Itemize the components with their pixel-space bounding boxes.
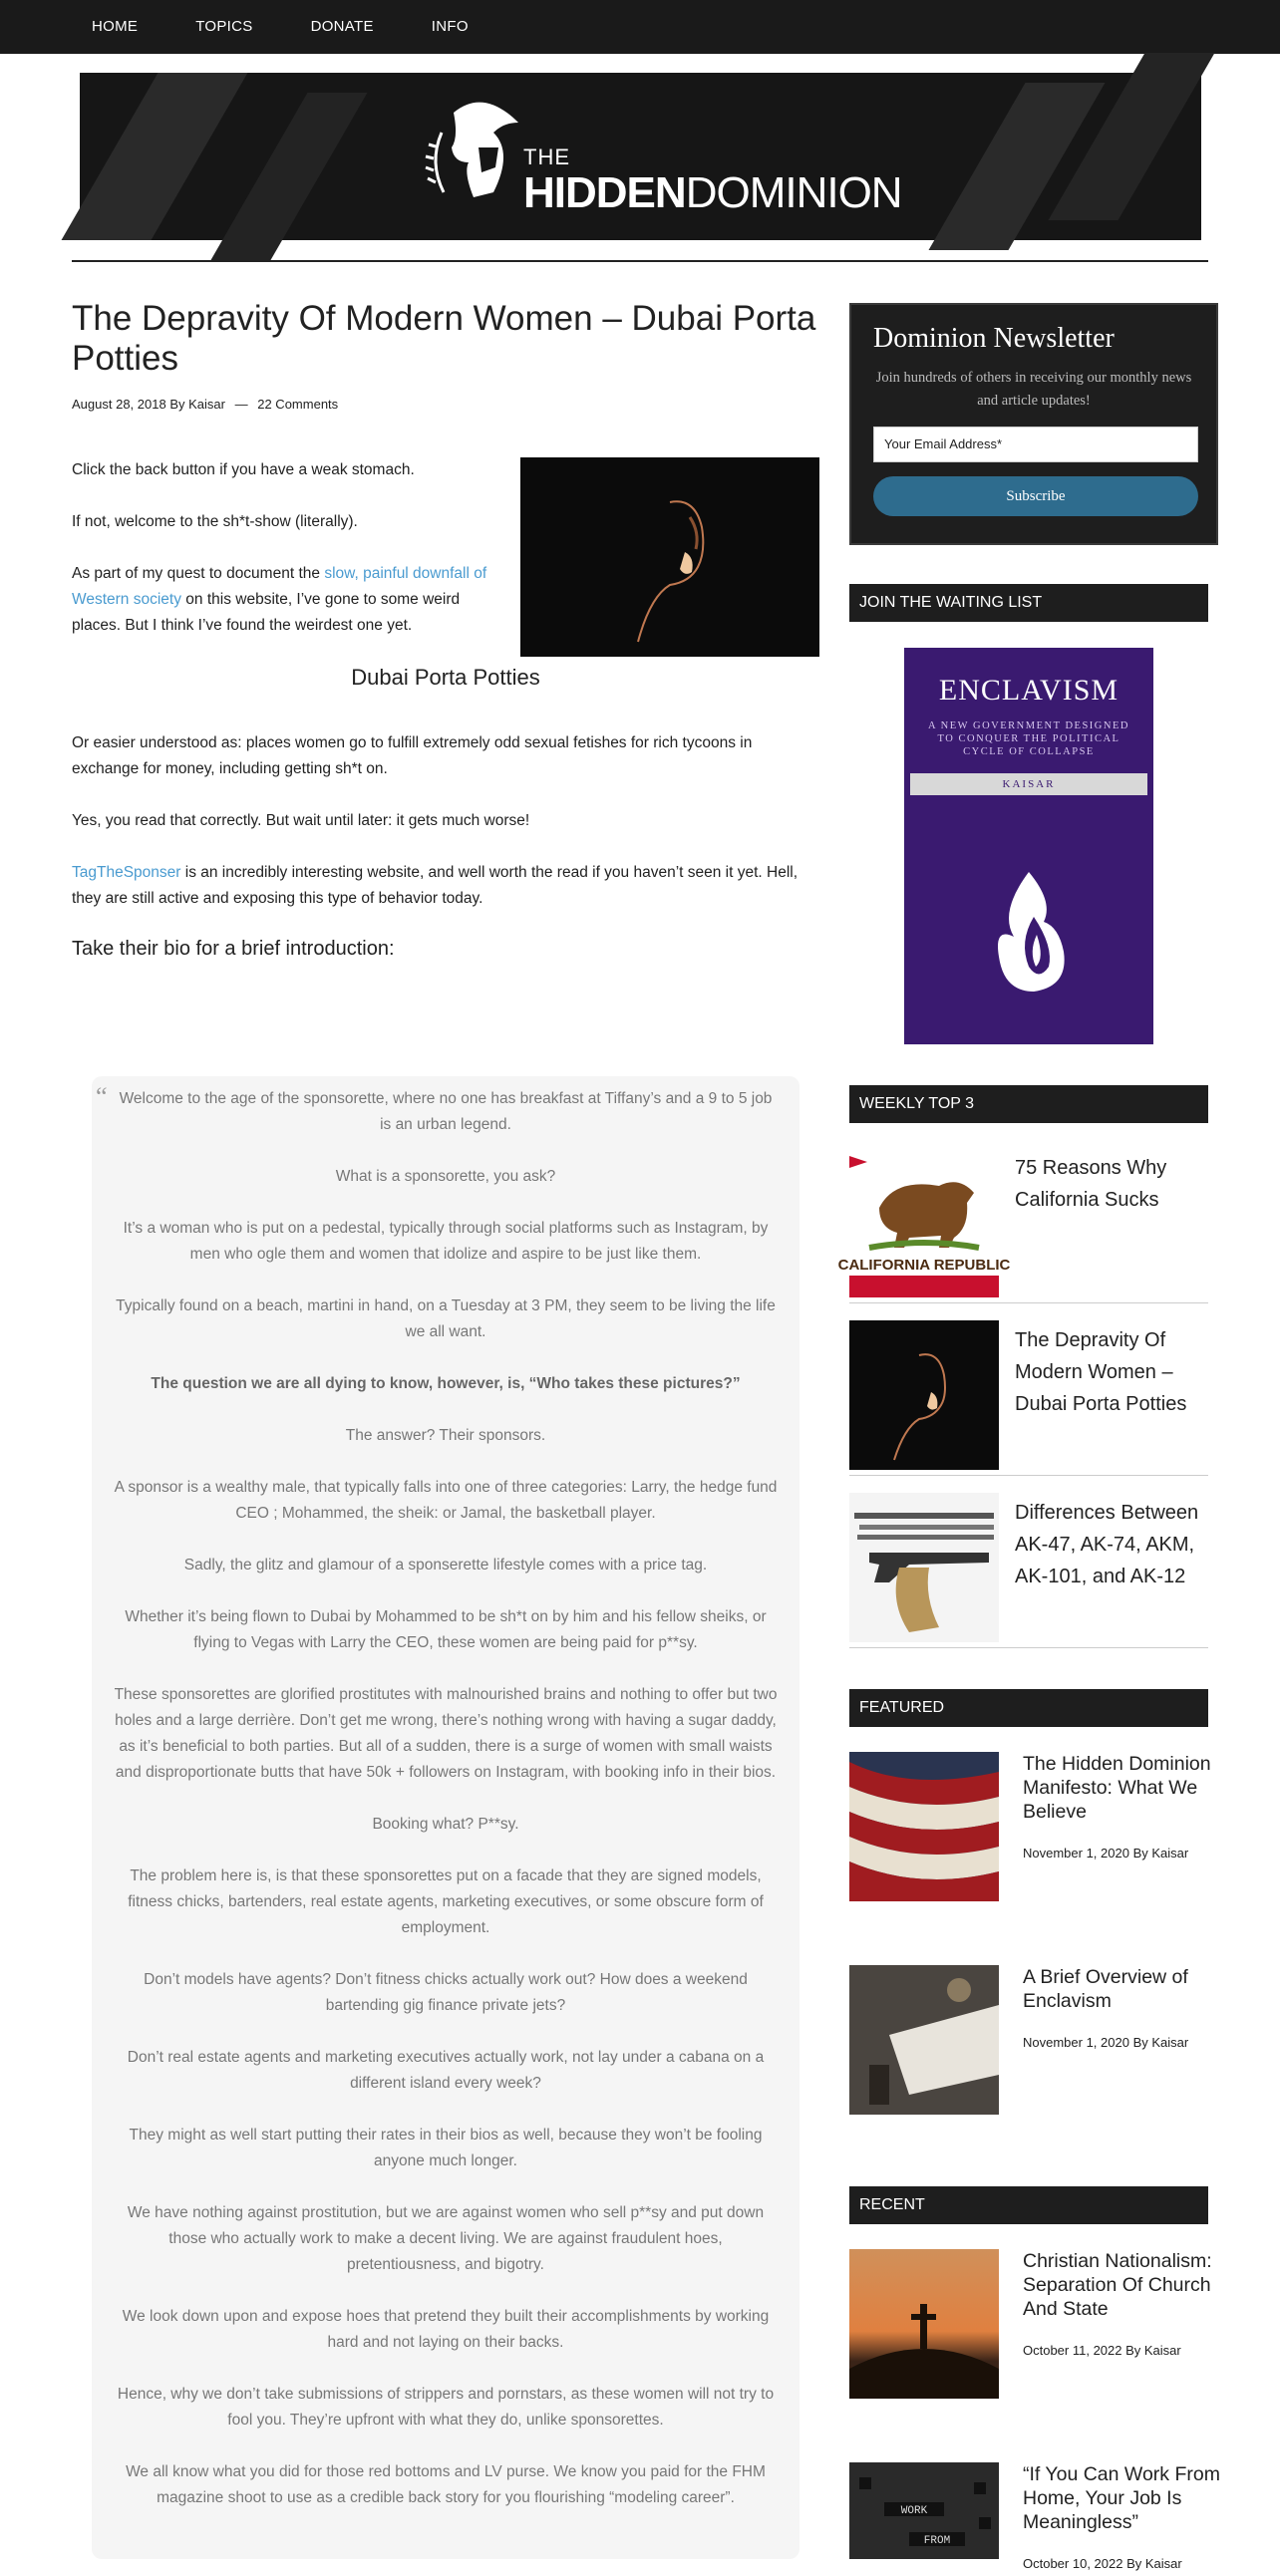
ak-rifles-thumbnail — [849, 1493, 999, 1642]
quote-paragraph: We all know what you did for those red bottoms and LV purse. We know you paid for the FHM magazine shoot to use as a credible back story for you flourishing “modeling career”. — [126, 2463, 766, 2506]
weekly-item-title[interactable]: 75 Reasons Why California Sucks — [1015, 1157, 1167, 1211]
rifle-icon — [849, 1493, 999, 1642]
paragraph: Click the back button if you have a weak stomach. — [72, 461, 415, 478]
quote-paragraph: We have nothing against prostitution, but we are against women who sell p**sy and put down those who actually work to make a decent living. We are against fraudulent hoes, pretentiousness, and bigotry. — [127, 2204, 765, 2273]
logo-hidden: HIDDEN — [523, 168, 686, 217]
paragraph — [72, 561, 510, 639]
article-author-link[interactable]: Kaisar — [188, 397, 225, 412]
section-heading: Dubai Porta Potties — [351, 665, 540, 690]
article-title: The Depravity Of Modern Women – Dubai Porta Potties — [72, 299, 816, 378]
recent-heading: RECENT — [849, 2186, 1208, 2224]
work-from-home-thumbnail — [849, 2462, 999, 2559]
waiting-list-heading: JOIN THE WAITING LIST — [849, 584, 1208, 622]
logo-the: THE — [523, 144, 570, 169]
nav-info[interactable]: INFO — [431, 18, 469, 35]
quote-paragraph: These sponsorettes are glorified prostitutes with malnourished brains and nothing to offer but two holes and a large derrière. Don’t get me wrong, there’s nothing wrong with having a sugar daddy, as it’s beneficial to both parties. But all of a sudden, there is a surge of women with small waists and disproportionate butts that have 50k + followers on Instagram, with booking info in their bios. — [114, 1686, 778, 1781]
top-nav — [0, 0, 1280, 54]
downfall-link[interactable]: slow, painful downfall of Western society — [72, 565, 487, 608]
cross-sunset-thumbnail — [849, 2249, 999, 2399]
flag-text: CALIFORNIA REPUBLIC — [837, 1257, 1011, 1274]
featured-item[interactable] — [849, 1965, 1218, 2115]
recent-text — [1023, 2462, 1222, 2576]
desk-photo-icon — [849, 1965, 999, 2115]
featured-date: November 1, 2020 By Kaisar — [1023, 2035, 1189, 2050]
newsletter-title: Dominion Newsletter — [873, 323, 1115, 354]
quote-paragraph: The question we are all dying to know, however, is, “Who takes these pictures?” — [151, 1375, 741, 1392]
quote-paragraph: Typically found on a beach, martini in hand, on a Tuesday at 3 PM, they seem to be living the life we all want. — [116, 1297, 776, 1340]
quote-paragraph: What is a sponsorette, you ask? — [335, 1168, 556, 1185]
paragraph-text: As part of my quest to document the — [72, 565, 325, 582]
quote-paragraph: We look down upon and expose hoes that pretend they built their accomplishments by working hard and not laying on their backs. — [122, 2308, 770, 2351]
american-flag-icon — [849, 1752, 999, 1901]
paragraph: Yes, you read that correctly. But wait until later: it gets much worse! — [72, 812, 530, 829]
featured-date: November 1, 2020 By Kaisar — [1023, 1846, 1189, 1860]
featured-text — [1023, 1752, 1222, 1865]
featured-title[interactable]: A Brief Overview of Enclavism — [1023, 1966, 1188, 2012]
comments-link[interactable]: 22 Comments — [257, 397, 339, 412]
nav-topics[interactable]: TOPICS — [195, 18, 253, 35]
cross-icon — [849, 2249, 999, 2399]
quote-mark-icon: “ — [96, 1082, 108, 1111]
recent-title[interactable]: “If You Can Work From Home, Your Job Is Meaningless” — [1023, 2463, 1220, 2533]
logo-wordmark — [523, 168, 902, 218]
recent-title[interactable]: Christian Nationalism: Separation Of Church And State — [1023, 2250, 1212, 2320]
bear-flag-icon — [837, 1148, 1011, 1297]
paragraph — [72, 860, 819, 912]
quote-paragraph: Whether it’s being flown to Dubai by Mohammed to be sh*t on by him and his fellow sheiks, or flying to Vegas with Larry the CEO, these women are being paid for p**sy. — [125, 1608, 767, 1651]
quote-paragraph: Welcome to the age of the sponsorette, where no one has breakfast at Tiffany’s and a 9 to 5 job is an urban legend. — [119, 1090, 773, 1133]
quote-paragraph: A sponsor is a wealthy male, that typically falls into one of three categories: Larry, the hedge fund CEO ; Mohammed, the sheik: or Jamal, the basketball player. — [114, 1479, 778, 1522]
weekly-item-title[interactable]: The Depravity Of Modern Women – Dubai Porta Potties — [1015, 1329, 1187, 1415]
spartan-helmet-icon — [424, 93, 533, 212]
silhouette-thumbnail — [849, 1320, 999, 1470]
bio-heading: Take their bio for a brief introduction: — [72, 938, 395, 960]
recent-item[interactable] — [849, 2249, 1218, 2399]
quote-paragraph: Don’t real estate agents and marketing executives actually work, not lay under a cabana on a different island every week? — [127, 2049, 765, 2092]
recent-item[interactable] — [849, 2462, 1220, 2571]
featured-heading: FEATURED — [849, 1689, 1208, 1727]
tile-text: WORK — [900, 2505, 928, 2517]
quote-paragraph: Sadly, the glitz and glamour of a sponserette lifestyle comes with a price tag. — [183, 1557, 708, 1574]
quote-paragraph: Booking what? P**sy. — [372, 1816, 519, 1833]
banner-stripe — [211, 93, 368, 260]
recent-date: October 10, 2022 By Kaisar — [1023, 2556, 1182, 2571]
meta-separator: — — [234, 397, 248, 412]
nav-home[interactable]: HOME — [92, 18, 139, 35]
paragraph: Or easier understood as: places women go to fulfill extremely odd sexual fetishes for rich tycoons in exchange for money, including getting sh*t on. — [72, 734, 753, 777]
newsletter-subtitle: Join hundreds of others in receiving our monthly news and article updates! — [875, 370, 1192, 409]
flag-thumbnail — [849, 1752, 999, 1901]
intro — [72, 457, 819, 639]
divider — [849, 1647, 1208, 1648]
weekly-top-heading: WEEKLY TOP 3 — [849, 1085, 1208, 1123]
header-divider — [72, 260, 1208, 262]
book-title: ENCLAVISM — [938, 674, 1120, 707]
quote-paragraph: It’s a woman who is put on a pedestal, typically through social platforms such as Instagram, by men who ogle them and women that idolize and aspire to be just like them. — [123, 1220, 769, 1263]
tagthesponser-link[interactable]: TagTheSponser — [72, 864, 181, 881]
article-featured-image — [520, 457, 819, 657]
article-meta — [72, 397, 819, 412]
california-flag-thumbnail — [837, 1148, 1011, 1297]
subscribe-button[interactable]: Subscribe — [873, 476, 1198, 516]
featured-item[interactable] — [849, 1752, 1218, 1901]
site-banner[interactable] — [80, 73, 1201, 240]
flame-icon — [979, 867, 1079, 997]
weekly-item[interactable] — [837, 1148, 1208, 1299]
quote-paragraph: They might as well start putting their rates in their bios as well, because they won’t be fooling anyone much longer. — [129, 2127, 763, 2169]
silhouette-image — [520, 457, 819, 657]
divider — [849, 1302, 1208, 1303]
letter-tiles-icon — [849, 2462, 999, 2559]
intro-text — [72, 457, 510, 639]
banner-stripe — [62, 73, 248, 240]
paragraph-text: is an incredibly interesting website, and well worth the read if you haven’t seen it yet. Hell, they are still active and exposing this type of behavior today. — [72, 864, 799, 907]
paragraph-text: on this website, I’ve gone to some weird places. But I think I’ve found the weirdest one yet. — [72, 591, 461, 634]
weekly-item[interactable] — [849, 1320, 1208, 1472]
article — [72, 299, 819, 1016]
book-subtitle: A NEW GOVERNMENT DESIGNED TO CONQUER THE POLITICAL CYCLE OF COLLAPSE — [928, 720, 1129, 757]
article-date: August 28, 2018 — [72, 397, 166, 412]
divider — [849, 1475, 1208, 1476]
quote-paragraph: Don’t models have agents? Don’t fitness chicks actually work out? How does a weekend bartending gig finance private jets? — [144, 1971, 748, 2014]
book-author: KAISAR — [910, 773, 1147, 795]
featured-title[interactable]: The Hidden Dominion Manifesto: What We Believe — [1023, 1753, 1211, 1823]
logo-dominion: DOMINION — [685, 168, 902, 217]
quote-paragraph: The answer? Their sponsors. — [345, 1427, 546, 1444]
enclavism-thumbnail — [849, 1965, 999, 2115]
enclavism-book-cover[interactable] — [904, 648, 1153, 1044]
nav-donate[interactable]: DONATE — [310, 18, 374, 35]
quote-paragraph: The problem here is, is that these sponsorettes put on a facade that they are signed models, fitness chicks, bartenders, real estate agents, marketing executives, or some obscure form of employment. — [128, 1867, 764, 1936]
newsletter-widget — [849, 303, 1218, 545]
recent-date: October 11, 2022 By Kaisar — [1023, 2343, 1181, 2358]
silhouette-image — [849, 1320, 999, 1470]
article-by: By — [169, 397, 185, 412]
tile-text: FROM — [923, 2535, 951, 2547]
email-field[interactable]: Your Email Address* — [873, 427, 1198, 462]
paragraph: If not, welcome to the sh*t-show (literally). — [72, 513, 358, 530]
quote-paragraph: Hence, why we don’t take submissions of strippers and pornstars, as these women will not try to fool you. They’re upfront with what they do, unlike sponsorettes. — [117, 2386, 775, 2429]
weekly-item[interactable] — [849, 1493, 1208, 1644]
weekly-item-title[interactable]: Differences Between AK-47, AK-74, AKM, AK-101, and AK-12 — [1015, 1502, 1199, 1587]
bio-blockquote — [92, 1076, 800, 2559]
recent-text — [1023, 2249, 1222, 2363]
featured-text — [1023, 1965, 1222, 2055]
